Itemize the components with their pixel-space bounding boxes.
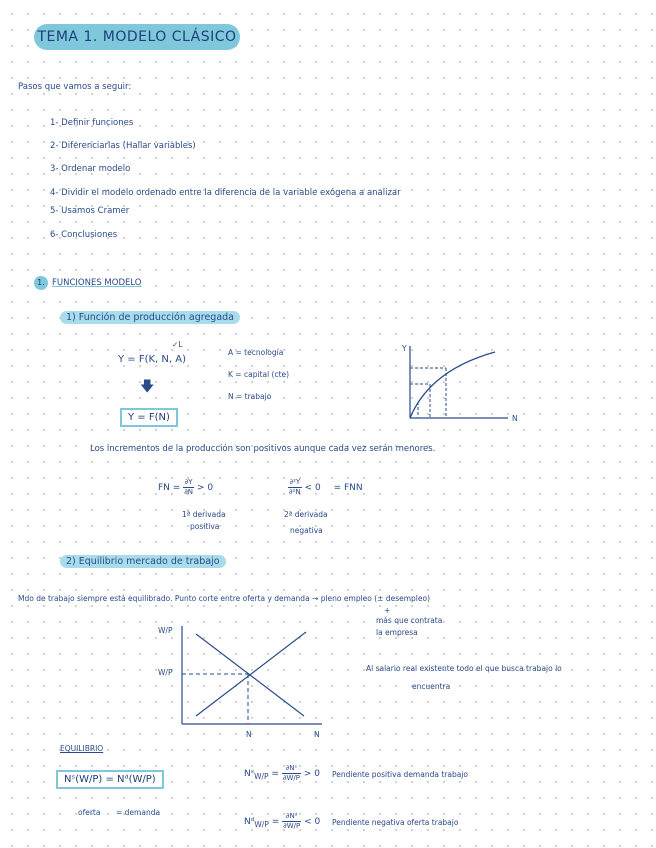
legend-n: N = trabajo	[228, 392, 272, 401]
legend-k: K = capital (cte)	[228, 370, 290, 379]
prod-graph-y-label: Y	[402, 344, 407, 353]
nd-label: Nᵈ	[244, 817, 255, 827]
first-deriv-label-a: 1ª derivada	[182, 510, 226, 519]
ns-sub: W/P	[254, 771, 269, 781]
intro-text: Pasos que vamos a seguir:	[18, 82, 132, 92]
step-5: 5- Usamos Cramer	[50, 206, 130, 216]
ns-denominator: ∂W/P	[282, 774, 300, 782]
ns-numerator: ∂Nˢ	[282, 764, 301, 774]
equilibrium-equation: Nˢ(W/P) = Nᵈ(W/P)	[56, 770, 164, 789]
plus-sign: +	[384, 606, 391, 615]
subsection-2-label	[60, 556, 226, 567]
eq-sub-demand: = demanda	[116, 808, 161, 817]
nd-sub: W/P	[254, 819, 269, 829]
supply-slope: Nˢ$_{W/P}$ = $\frac{\text{∂Nˢ}}{\partial W/P}$ > 0	[244, 764, 320, 782]
step-3: 3- Ordenar modelo	[50, 164, 131, 174]
ns-sign: > 0	[303, 769, 320, 779]
second-deriv-label-b: negativa	[290, 526, 323, 535]
subsection-1-label	[60, 312, 240, 323]
first-deriv-label-b: positiva	[190, 522, 220, 531]
page-title: TEMA 1. MODELO CLÁSICO	[34, 24, 240, 50]
labour-market-graph	[176, 624, 326, 734]
down-arrow-icon: 🡇	[140, 379, 155, 395]
fn-fraction	[183, 478, 194, 497]
step-2: 2- Diferenciarlas (Hallar variables)	[50, 141, 196, 151]
nd-sign: < 0	[304, 817, 321, 827]
step-1: 1- Definir funciones	[50, 118, 134, 128]
fn-sign: > 0	[196, 483, 214, 493]
ns-fraction	[282, 764, 301, 783]
nd-numerator: ∂Nᵈ	[282, 812, 301, 822]
first-derivative	[158, 478, 213, 497]
subsection-1-text: 1) Función de producción agregada	[60, 311, 240, 324]
aside-1: más que contrata	[376, 616, 443, 625]
wage-note-2: encuentra	[412, 682, 451, 691]
demand-slope: Nᵈ$_{W/P}$ = $\frac{\text{∂Nᵈ}}{\partial W/P}$ < 0	[244, 812, 321, 830]
nd-fraction	[282, 812, 301, 831]
supply-slope-text: Pendiente positiva demanda trabajo	[332, 770, 468, 779]
prod-graph-x-label: N	[512, 414, 518, 423]
fnn-numerator: ∂²Y	[289, 478, 301, 486]
nd-denominator: ∂W/P	[283, 822, 301, 830]
eq-sub-supply: oferta	[78, 808, 101, 817]
check-mark: ✓L	[172, 340, 183, 349]
subsection-2-text: 2) Equilibrio mercado de trabajo	[60, 555, 226, 568]
production-equation: Y = F(K, N, A)	[118, 354, 186, 365]
second-deriv-label-a: 2ª derivada	[284, 510, 328, 519]
production-graph	[400, 340, 510, 424]
aside-2: la empresa	[376, 628, 418, 637]
fnn-fraction	[288, 478, 302, 497]
labour-graph-x-label: N	[314, 730, 320, 739]
fn-numerator: ∂Y	[184, 478, 193, 486]
labour-graph-y-eq: W/P	[158, 668, 173, 677]
labour-graph-y-top: W/P	[158, 626, 173, 635]
demand-slope-text: Pendiente negativa oferta trabajo	[332, 818, 459, 827]
fnn-denominator: ∂²N	[289, 488, 301, 496]
section-1-heading	[34, 276, 142, 290]
fn-denominator: ∂N	[184, 488, 194, 496]
fnn-sign: < 0	[304, 483, 321, 493]
legend-a: A = tecnología	[228, 348, 284, 357]
fn-label: FN =	[158, 483, 181, 493]
section-number: 1.	[34, 276, 48, 290]
labour-market-line: Mdo de trabajo siempre está equilibrado. Punto corte entre oferta y demanda → pleno empleo (± desempleo)	[18, 594, 431, 603]
labour-graph-x-eq: N	[246, 730, 252, 739]
step-6: 6- Conclusiones	[50, 230, 118, 240]
boxed-function: Y = F(N)	[120, 408, 178, 427]
fnn-label: = FNN	[333, 483, 363, 493]
production-note: Los incrementos de la producción son positivos aunque cada vez serán menores.	[90, 444, 436, 454]
section-title: FUNCIONES MODELO	[52, 278, 142, 288]
ns-label: Nˢ	[244, 769, 255, 779]
second-derivative	[288, 478, 363, 497]
equilibrium-heading: EQUILIBRIO	[60, 744, 104, 753]
wage-note-1: Al salario real existente todo el que busca trabajo lo	[366, 664, 562, 673]
step-4: 4- Dividir el modelo ordenado entre la diferencia de la variable exógena a analizar	[50, 188, 401, 198]
